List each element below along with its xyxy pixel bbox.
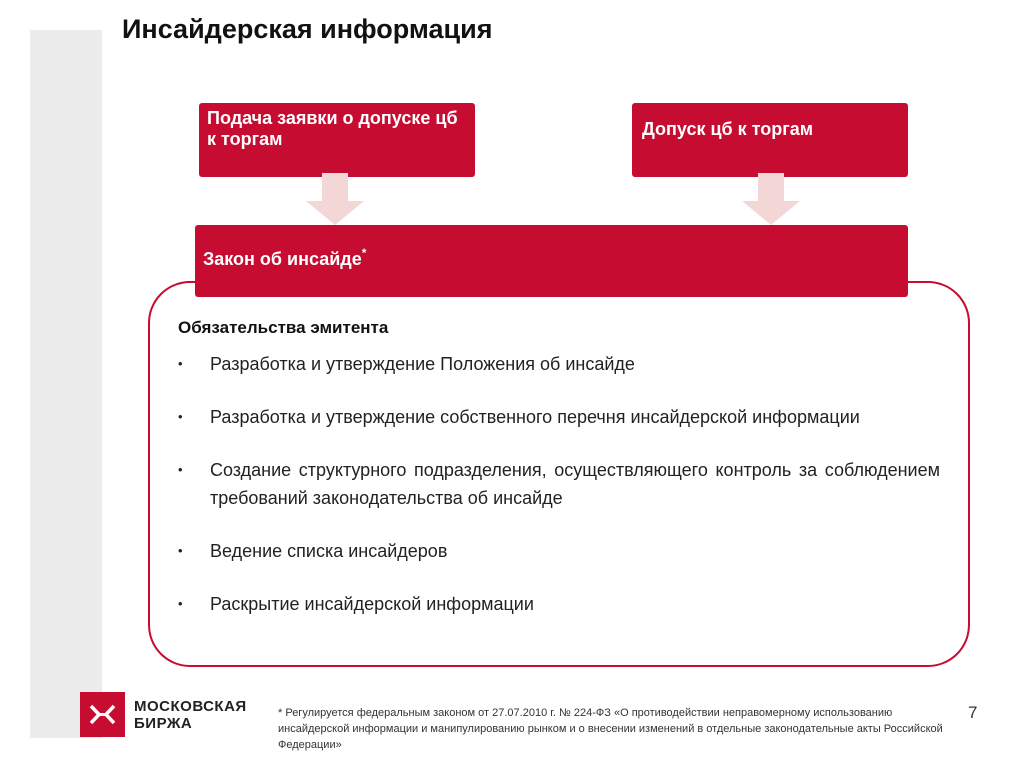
logo-glyph-icon xyxy=(80,692,125,737)
list-item-text: Создание структурного подразделения, осуществляющего контроль за соблюдением требований законодательства об инсайде xyxy=(210,460,940,508)
footnote-mark: * xyxy=(361,246,367,260)
step-box-application: Подача заявки о допуске цб к торгам xyxy=(199,103,475,177)
step-box-admission: Допуск цб к торгам xyxy=(632,103,908,177)
list-item xyxy=(178,403,940,431)
bullet-icon: • xyxy=(178,596,183,611)
page-title: Инсайдерская информация xyxy=(122,14,493,44)
bullet-icon: • xyxy=(178,543,183,558)
law-bar xyxy=(195,225,908,297)
obligations-heading: Обязательства эмитента xyxy=(178,318,389,337)
list-item-text: Раскрытие инсайдерской информации xyxy=(210,594,534,614)
logo-wordmark xyxy=(134,698,247,732)
list-item-text: Разработка и утверждение Положения об инсайде xyxy=(210,354,635,374)
page-number: 7 xyxy=(968,703,978,722)
side-strip xyxy=(30,30,102,738)
exchange-logo-icon xyxy=(80,692,125,737)
logo-line-1: МОСКОВСКАЯ xyxy=(134,698,247,715)
list-item xyxy=(178,456,940,512)
down-arrow-icon xyxy=(742,173,800,225)
list-item-text: Ведение списка инсайдеров xyxy=(210,541,448,561)
bullet-icon: • xyxy=(178,462,183,477)
obligations-list xyxy=(178,350,940,643)
down-arrow-icon xyxy=(306,173,364,225)
bullet-icon: • xyxy=(178,356,183,371)
list-item xyxy=(178,537,940,565)
footnote: * Регулируется федеральным законом от 27.07.2010 г. № 224-ФЗ «О противодействии неправомерному использованию инсайдерской информации и манипулированию рынком и о внесении изменений в отдельные законодательные акты Российской Федерации» xyxy=(278,707,943,751)
list-item-text: Разработка и утверждение собственного перечня инсайдерской информации xyxy=(210,407,860,427)
list-item xyxy=(178,590,940,618)
logo-line-2: БИРЖА xyxy=(134,715,193,732)
law-bar-label: Закон об инсайде xyxy=(203,249,362,269)
list-item xyxy=(178,350,940,378)
bullet-icon: • xyxy=(178,409,183,424)
